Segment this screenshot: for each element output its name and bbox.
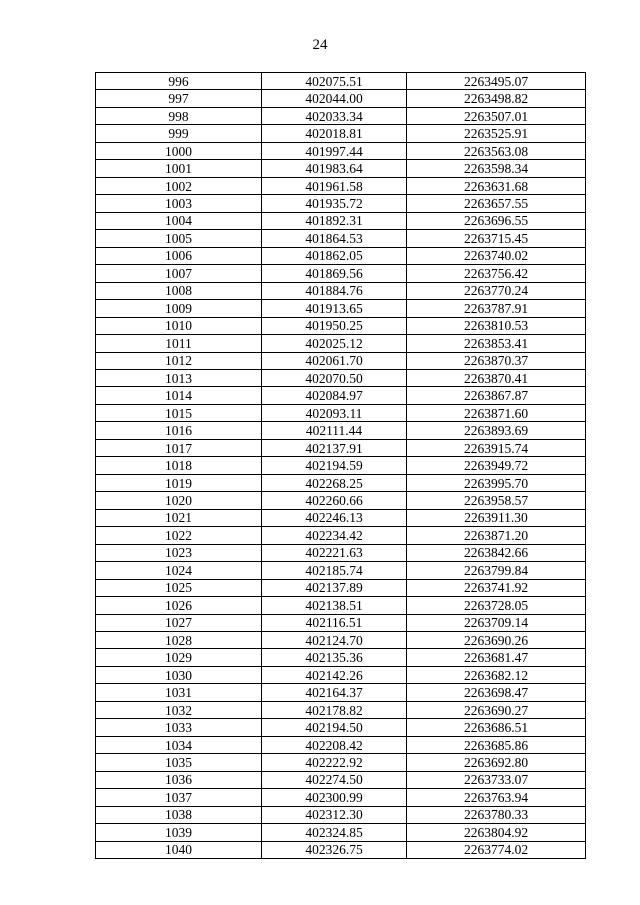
x-coordinate-cell: 402300.99 bbox=[262, 789, 407, 806]
table-row bbox=[96, 632, 586, 649]
y-coordinate-cell: 2263787.91 bbox=[407, 300, 586, 317]
y-coordinate-cell: 2263728.05 bbox=[407, 597, 586, 614]
point-number-cell: 1040 bbox=[96, 841, 262, 858]
x-coordinate-cell: 402234.42 bbox=[262, 527, 407, 544]
y-coordinate-cell: 2263692.80 bbox=[407, 754, 586, 771]
y-coordinate-cell: 2263867.87 bbox=[407, 387, 586, 404]
table-row bbox=[96, 282, 586, 299]
table-row bbox=[96, 177, 586, 194]
x-coordinate-cell: 402142.26 bbox=[262, 666, 407, 683]
x-coordinate-cell: 402124.70 bbox=[262, 632, 407, 649]
page-number: 24 bbox=[312, 37, 328, 53]
x-coordinate-cell: 402116.51 bbox=[262, 614, 407, 631]
y-coordinate-cell: 2263563.08 bbox=[407, 142, 586, 159]
point-number-cell: 1021 bbox=[96, 509, 262, 526]
x-coordinate-cell: 402274.50 bbox=[262, 771, 407, 788]
table-row bbox=[96, 90, 586, 107]
point-number-cell: 1009 bbox=[96, 300, 262, 317]
x-coordinate-cell: 402326.75 bbox=[262, 841, 407, 858]
point-number-cell: 1023 bbox=[96, 544, 262, 561]
x-coordinate-cell: 401869.56 bbox=[262, 265, 407, 282]
x-coordinate-cell: 402324.85 bbox=[262, 824, 407, 841]
y-coordinate-cell: 2263685.86 bbox=[407, 736, 586, 753]
table-row bbox=[96, 230, 586, 247]
point-number-cell: 998 bbox=[96, 107, 262, 124]
y-coordinate-cell: 2263690.27 bbox=[407, 701, 586, 718]
point-number-cell: 1015 bbox=[96, 404, 262, 421]
y-coordinate-cell: 2263709.14 bbox=[407, 614, 586, 631]
x-coordinate-cell: 401997.44 bbox=[262, 142, 407, 159]
x-coordinate-cell: 402194.50 bbox=[262, 719, 407, 736]
table-row bbox=[96, 579, 586, 596]
y-coordinate-cell: 2263498.82 bbox=[407, 90, 586, 107]
point-number-cell: 1020 bbox=[96, 492, 262, 509]
table-row bbox=[96, 404, 586, 421]
table-row bbox=[96, 492, 586, 509]
point-number-cell: 1008 bbox=[96, 282, 262, 299]
table-row bbox=[96, 597, 586, 614]
table-row bbox=[96, 771, 586, 788]
table-row bbox=[96, 719, 586, 736]
table-row bbox=[96, 107, 586, 124]
table-row bbox=[96, 684, 586, 701]
point-number-cell: 1001 bbox=[96, 160, 262, 177]
table-row bbox=[96, 562, 586, 579]
y-coordinate-cell: 2263657.55 bbox=[407, 195, 586, 212]
point-number-cell: 1022 bbox=[96, 527, 262, 544]
x-coordinate-cell: 402137.89 bbox=[262, 579, 407, 596]
table-row bbox=[96, 195, 586, 212]
y-coordinate-cell: 2263810.53 bbox=[407, 317, 586, 334]
point-number-cell: 1034 bbox=[96, 736, 262, 753]
x-coordinate-cell: 401913.65 bbox=[262, 300, 407, 317]
y-coordinate-cell: 2263774.02 bbox=[407, 841, 586, 858]
table-row bbox=[96, 212, 586, 229]
y-coordinate-cell: 2263915.74 bbox=[407, 439, 586, 456]
point-number-cell: 1032 bbox=[96, 701, 262, 718]
y-coordinate-cell: 2263525.91 bbox=[407, 125, 586, 142]
y-coordinate-cell: 2263958.57 bbox=[407, 492, 586, 509]
point-number-cell: 1027 bbox=[96, 614, 262, 631]
y-coordinate-cell: 2263740.02 bbox=[407, 247, 586, 264]
y-coordinate-cell: 2263871.20 bbox=[407, 527, 586, 544]
table-row bbox=[96, 439, 586, 456]
point-number-cell: 1026 bbox=[96, 597, 262, 614]
y-coordinate-cell: 2263842.66 bbox=[407, 544, 586, 561]
point-number-cell: 1025 bbox=[96, 579, 262, 596]
table-row bbox=[96, 335, 586, 352]
y-coordinate-cell: 2263690.26 bbox=[407, 632, 586, 649]
x-coordinate-cell: 401862.05 bbox=[262, 247, 407, 264]
y-coordinate-cell: 2263853.41 bbox=[407, 335, 586, 352]
x-coordinate-cell: 402260.66 bbox=[262, 492, 407, 509]
table-row bbox=[96, 474, 586, 491]
point-number-cell: 1011 bbox=[96, 335, 262, 352]
y-coordinate-cell: 2263698.47 bbox=[407, 684, 586, 701]
x-coordinate-cell: 402208.42 bbox=[262, 736, 407, 753]
x-coordinate-cell: 402138.51 bbox=[262, 597, 407, 614]
x-coordinate-cell: 401892.31 bbox=[262, 212, 407, 229]
x-coordinate-cell: 402268.25 bbox=[262, 474, 407, 491]
y-coordinate-cell: 2263598.34 bbox=[407, 160, 586, 177]
x-coordinate-cell: 402044.00 bbox=[262, 90, 407, 107]
point-number-cell: 1019 bbox=[96, 474, 262, 491]
point-number-cell: 1024 bbox=[96, 562, 262, 579]
table-row bbox=[96, 736, 586, 753]
y-coordinate-cell: 2263911.30 bbox=[407, 509, 586, 526]
point-number-cell: 1017 bbox=[96, 439, 262, 456]
table-row bbox=[96, 806, 586, 823]
point-number-cell: 1003 bbox=[96, 195, 262, 212]
x-coordinate-cell: 402312.30 bbox=[262, 806, 407, 823]
table-row bbox=[96, 125, 586, 142]
point-number-cell: 1029 bbox=[96, 649, 262, 666]
y-coordinate-cell: 2263495.07 bbox=[407, 73, 586, 90]
x-coordinate-cell: 402111.44 bbox=[262, 422, 407, 439]
point-number-cell: 1036 bbox=[96, 771, 262, 788]
x-coordinate-cell: 401864.53 bbox=[262, 230, 407, 247]
y-coordinate-cell: 2263756.42 bbox=[407, 265, 586, 282]
point-number-cell: 1005 bbox=[96, 230, 262, 247]
x-coordinate-cell: 402137.91 bbox=[262, 439, 407, 456]
table-row bbox=[96, 614, 586, 631]
point-number-cell: 999 bbox=[96, 125, 262, 142]
y-coordinate-cell: 2263733.07 bbox=[407, 771, 586, 788]
table-row bbox=[96, 247, 586, 264]
x-coordinate-cell: 402178.82 bbox=[262, 701, 407, 718]
x-coordinate-cell: 402185.74 bbox=[262, 562, 407, 579]
y-coordinate-cell: 2263696.55 bbox=[407, 212, 586, 229]
y-coordinate-cell: 2263870.41 bbox=[407, 369, 586, 386]
point-number-cell: 1012 bbox=[96, 352, 262, 369]
x-coordinate-cell: 402246.13 bbox=[262, 509, 407, 526]
point-number-cell: 1018 bbox=[96, 457, 262, 474]
x-coordinate-cell: 402018.81 bbox=[262, 125, 407, 142]
y-coordinate-cell: 2263893.69 bbox=[407, 422, 586, 439]
x-coordinate-cell: 402194.59 bbox=[262, 457, 407, 474]
y-coordinate-cell: 2263804.92 bbox=[407, 824, 586, 841]
table-row bbox=[96, 300, 586, 317]
y-coordinate-cell: 2263682.12 bbox=[407, 666, 586, 683]
point-number-cell: 1010 bbox=[96, 317, 262, 334]
x-coordinate-cell: 402075.51 bbox=[262, 73, 407, 90]
table-row bbox=[96, 544, 586, 561]
table-row bbox=[96, 841, 586, 858]
y-coordinate-cell: 2263507.01 bbox=[407, 107, 586, 124]
x-coordinate-cell: 401983.64 bbox=[262, 160, 407, 177]
table-row bbox=[96, 666, 586, 683]
x-coordinate-cell: 402025.12 bbox=[262, 335, 407, 352]
x-coordinate-cell: 401961.58 bbox=[262, 177, 407, 194]
y-coordinate-cell: 2263763.94 bbox=[407, 789, 586, 806]
x-coordinate-cell: 402061.70 bbox=[262, 352, 407, 369]
point-number-cell: 1016 bbox=[96, 422, 262, 439]
table-row bbox=[96, 649, 586, 666]
point-number-cell: 996 bbox=[96, 73, 262, 90]
y-coordinate-cell: 2263949.72 bbox=[407, 457, 586, 474]
x-coordinate-cell: 402222.92 bbox=[262, 754, 407, 771]
y-coordinate-cell: 2263741.92 bbox=[407, 579, 586, 596]
table-row bbox=[96, 160, 586, 177]
table-row bbox=[96, 265, 586, 282]
point-number-cell: 1037 bbox=[96, 789, 262, 806]
point-number-cell: 1031 bbox=[96, 684, 262, 701]
table-row bbox=[96, 73, 586, 90]
x-coordinate-cell: 401884.76 bbox=[262, 282, 407, 299]
y-coordinate-cell: 2263799.84 bbox=[407, 562, 586, 579]
table-row bbox=[96, 701, 586, 718]
table-row bbox=[96, 352, 586, 369]
x-coordinate-cell: 402084.97 bbox=[262, 387, 407, 404]
coordinates-table-body bbox=[96, 73, 586, 859]
point-number-cell: 997 bbox=[96, 90, 262, 107]
table-row bbox=[96, 509, 586, 526]
table-row bbox=[96, 457, 586, 474]
table-row bbox=[96, 527, 586, 544]
x-coordinate-cell: 401950.25 bbox=[262, 317, 407, 334]
table-row bbox=[96, 142, 586, 159]
x-coordinate-cell: 402070.50 bbox=[262, 369, 407, 386]
table-row bbox=[96, 789, 586, 806]
table-row bbox=[96, 754, 586, 771]
y-coordinate-cell: 2263995.70 bbox=[407, 474, 586, 491]
y-coordinate-cell: 2263870.37 bbox=[407, 352, 586, 369]
y-coordinate-cell: 2263631.68 bbox=[407, 177, 586, 194]
point-number-cell: 1028 bbox=[96, 632, 262, 649]
x-coordinate-cell: 402033.34 bbox=[262, 107, 407, 124]
table-row bbox=[96, 369, 586, 386]
point-number-cell: 1006 bbox=[96, 247, 262, 264]
y-coordinate-cell: 2263780.33 bbox=[407, 806, 586, 823]
x-coordinate-cell: 401935.72 bbox=[262, 195, 407, 212]
y-coordinate-cell: 2263681.47 bbox=[407, 649, 586, 666]
y-coordinate-cell: 2263770.24 bbox=[407, 282, 586, 299]
point-number-cell: 1033 bbox=[96, 719, 262, 736]
point-number-cell: 1014 bbox=[96, 387, 262, 404]
table-row bbox=[96, 317, 586, 334]
x-coordinate-cell: 402164.37 bbox=[262, 684, 407, 701]
y-coordinate-cell: 2263715.45 bbox=[407, 230, 586, 247]
table-row bbox=[96, 824, 586, 841]
table-row bbox=[96, 387, 586, 404]
point-number-cell: 1007 bbox=[96, 265, 262, 282]
point-number-cell: 1030 bbox=[96, 666, 262, 683]
x-coordinate-cell: 402093.11 bbox=[262, 404, 407, 421]
x-coordinate-cell: 402221.63 bbox=[262, 544, 407, 561]
coordinates-table bbox=[95, 72, 586, 859]
point-number-cell: 1002 bbox=[96, 177, 262, 194]
y-coordinate-cell: 2263871.60 bbox=[407, 404, 586, 421]
point-number-cell: 1038 bbox=[96, 806, 262, 823]
point-number-cell: 1013 bbox=[96, 369, 262, 386]
point-number-cell: 1004 bbox=[96, 212, 262, 229]
x-coordinate-cell: 402135.36 bbox=[262, 649, 407, 666]
point-number-cell: 1039 bbox=[96, 824, 262, 841]
table-row bbox=[96, 422, 586, 439]
y-coordinate-cell: 2263686.51 bbox=[407, 719, 586, 736]
point-number-cell: 1000 bbox=[96, 142, 262, 159]
point-number-cell: 1035 bbox=[96, 754, 262, 771]
